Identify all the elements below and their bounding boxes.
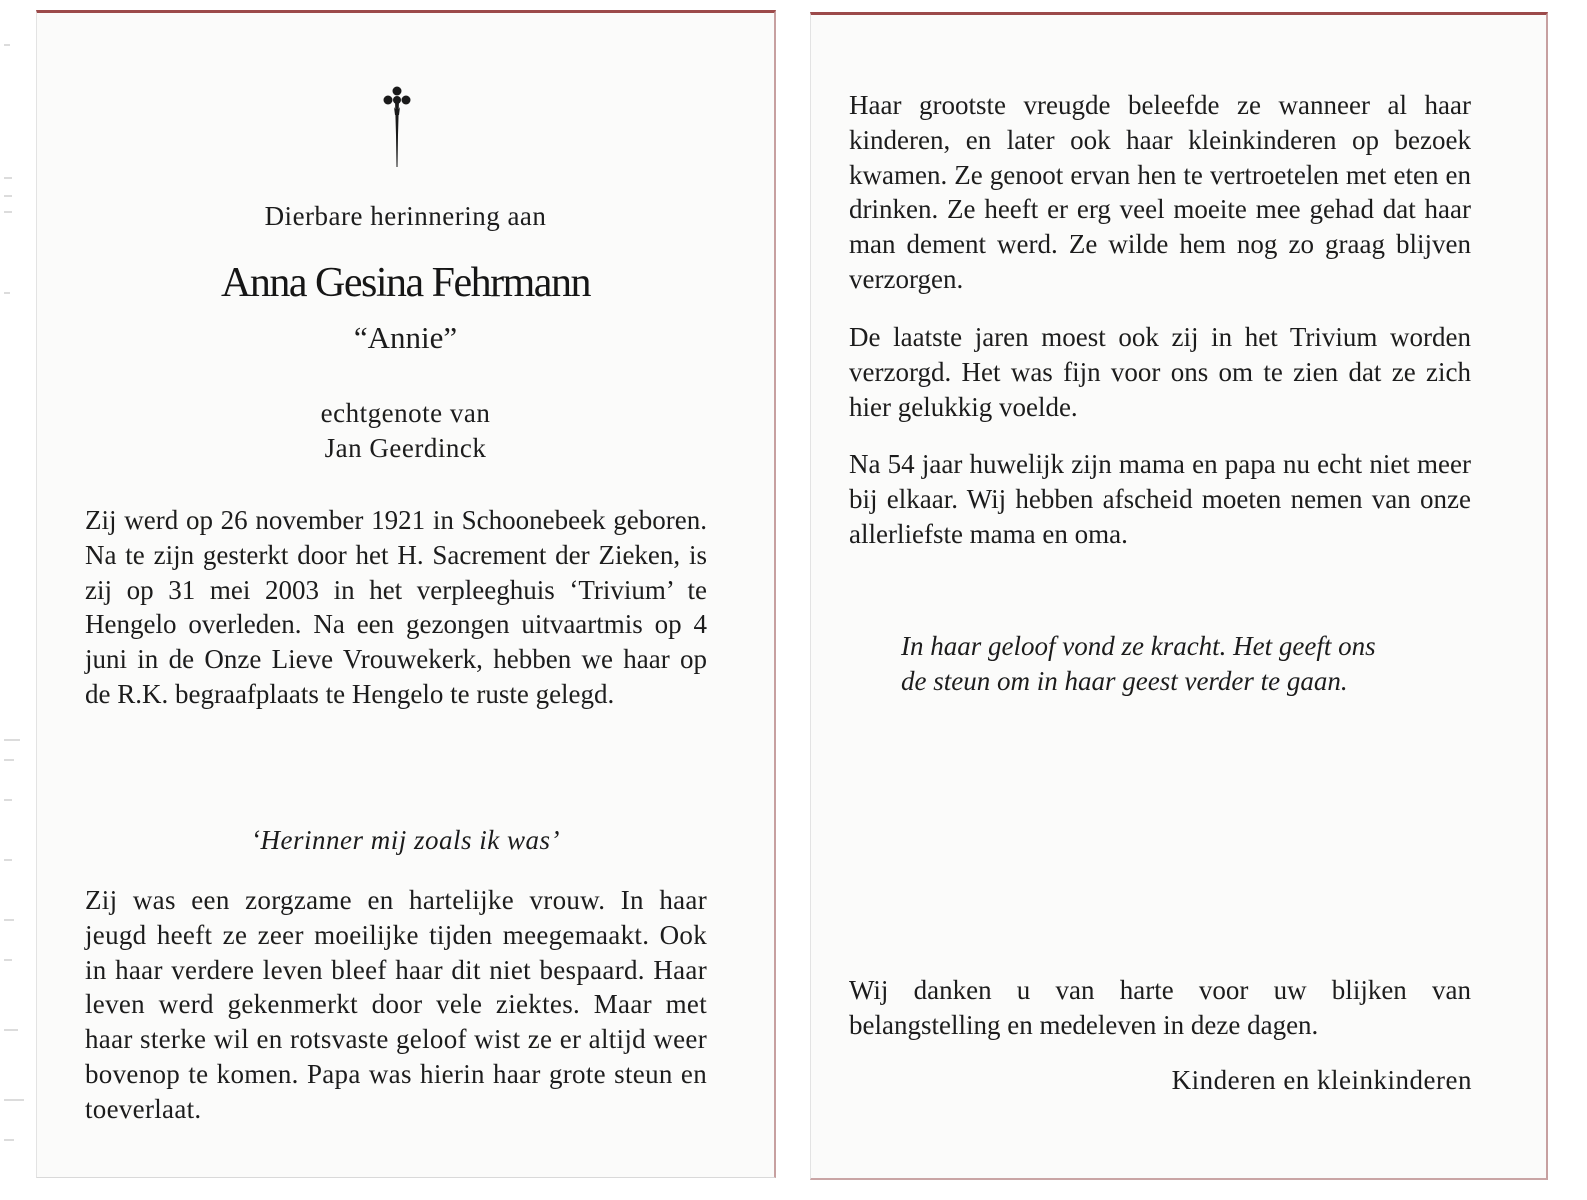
deceased-nickname: “Annie” bbox=[353, 320, 458, 355]
faith-quote-line-1: In haar geloof vond ze kracht. Het geeft ons bbox=[901, 631, 1376, 661]
deceased-name: Anna Gesina Fehrmann bbox=[221, 260, 590, 306]
intro-line: Dierbare herinnering aan bbox=[264, 201, 547, 231]
motto: ‘Herinner mij zoals ik was’ bbox=[251, 825, 560, 855]
memories-paragraph: Haar grootste vreugde beleefde ze wanneer al haar kinderen, en later ook haar kleinkinderen op bezoek kwamen. Ze genoot ervan hen te vertroetelen met eten en drinken. Ze heeft er erg veel moeite mee gehad dat haar man dement werd. Ze wilde hem nog zo graag blijven verzorgen. bbox=[849, 90, 1471, 294]
faith-quote bbox=[901, 629, 1421, 699]
faith-quote-line-2: de steun om in haar geest verder te gaan. bbox=[901, 666, 1348, 696]
memorial-card-front bbox=[36, 10, 776, 1178]
memorial-card-back bbox=[810, 12, 1548, 1180]
farewell-paragraph: Na 54 jaar huwelijk zijn mama en papa nu echt niet meer bij elkaar. Wij hebben afscheid moeten nemen van onze allerliefste mama en oma. bbox=[849, 449, 1471, 549]
thanks-paragraph: Wij danken u van harte voor uw blijken van belangstelling en medeleven in deze dagen. bbox=[849, 975, 1471, 1040]
spouse-name: Jan Geerdinck bbox=[324, 433, 487, 463]
biography-paragraph: Zij werd op 26 november 1921 in Schoonebeek geboren. Na te zijn gesterkt door het H. Sacrement der Zieken, is zij op 31 mei 2003 in het verpleeghuis ‘Trivium’ te Hengelo overleden. Na een gezongen uitvaartmis op 4 juni in de Onze Lieve Vrouwekerk, hebben we haar op de R.K. begraafplaats te Hengelo te ruste gelegd. bbox=[85, 505, 707, 709]
character-paragraph: Zij was een zorgzame en hartelijke vrouw. In haar jeugd heeft ze zeer moeilijke tijden meegemaakt. Ook in haar verdere leven bleef haar dit niet bespaard. Haar leven werd gekenmerkt door vele ziektes. Maar met haar sterke wil en rotsvaste geloof wist ze er altijd weer bovenop te komen. Papa was hierin haar grote steun en toeverlaat. bbox=[85, 885, 707, 1124]
cross-icon bbox=[377, 85, 417, 169]
care-paragraph: De laatste jaren moest ook zij in het Trivium worden verzorgd. Het was fijn voor ons om te zien dat ze zich hier gelukkig voelde. bbox=[849, 322, 1471, 422]
signature: Kinderen en kleinkinderen bbox=[1171, 1065, 1472, 1095]
spouse-label: echtgenote van bbox=[320, 398, 491, 428]
scan-margin-marks bbox=[0, 0, 30, 1200]
